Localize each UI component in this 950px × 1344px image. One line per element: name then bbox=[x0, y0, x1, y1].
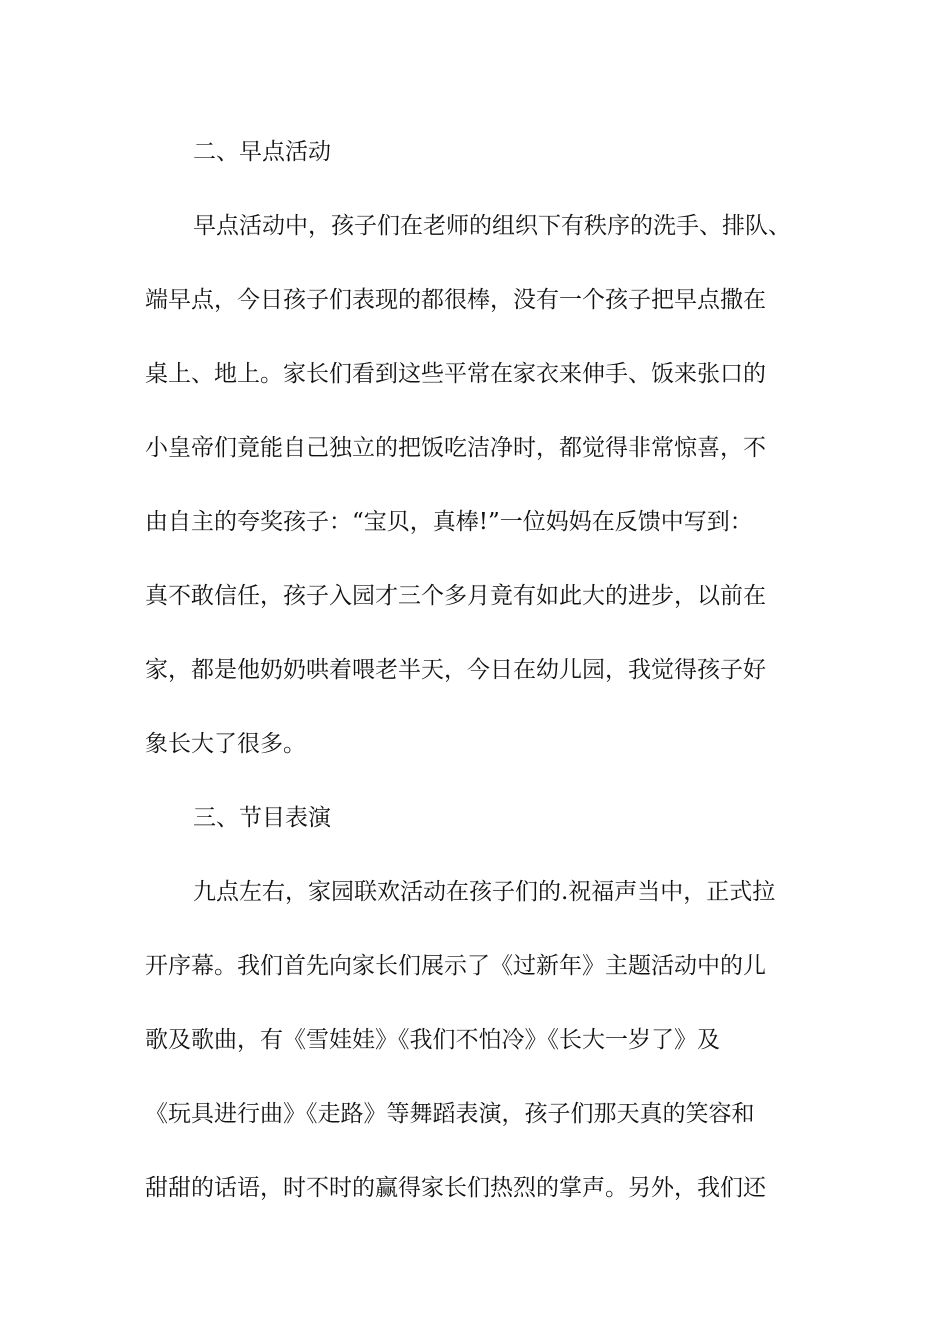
paragraph-line: 真不敢信任，孩子入园才三个多月竟有如此大的进步，以前在 bbox=[145, 583, 766, 609]
document-body bbox=[145, 130, 810, 1240]
paragraph-line: 小皇帝们竟能自己独立的把饭吃洁净时，都觉得非常惊喜，不 bbox=[145, 435, 766, 461]
paragraph-line: 开序幕。我们首先向家长们展示了《过新年》主题活动中的儿 bbox=[145, 953, 766, 979]
paragraph-line: 歌及歌曲，有《雪娃娃》《我们不怕冷》《长大一岁了》及 bbox=[145, 1027, 720, 1053]
section-heading-early-snack: 二、早点活动 bbox=[193, 139, 331, 165]
paragraph-line: 九点左右，家园联欢活动在孩子们的.祝福声当中，正式拉 bbox=[193, 879, 776, 905]
paragraph-line: 家，都是他奶奶哄着喂老半天，今日在幼儿园，我觉得孩子好 bbox=[145, 657, 766, 683]
paragraph-line: 端早点，今日孩子们表现的都很棒，没有一个孩子把早点撒在 bbox=[145, 287, 766, 313]
paragraph-line: 《玩具进行曲》《走路》等舞蹈表演，孩子们那天真的笑容和 bbox=[145, 1101, 755, 1127]
section-heading-performance: 三、节目表演 bbox=[193, 805, 331, 831]
paragraph-line: 桌上、地上。家长们看到这些平常在家衣来伸手、饭来张口的 bbox=[145, 361, 766, 387]
paragraph-line: 早点活动中，孩子们在老师的组织下有秩序的洗手、排队、 bbox=[193, 213, 791, 239]
paragraph-line: 象长大了很多。 bbox=[145, 731, 306, 757]
paragraph-line: 由自主的夸奖孩子：“宝贝，真棒!”一位妈妈在反馈中写到： bbox=[145, 509, 753, 535]
paragraph-line: 甜甜的话语，时不时的赢得家长们热烈的掌声。另外，我们还 bbox=[145, 1175, 766, 1201]
